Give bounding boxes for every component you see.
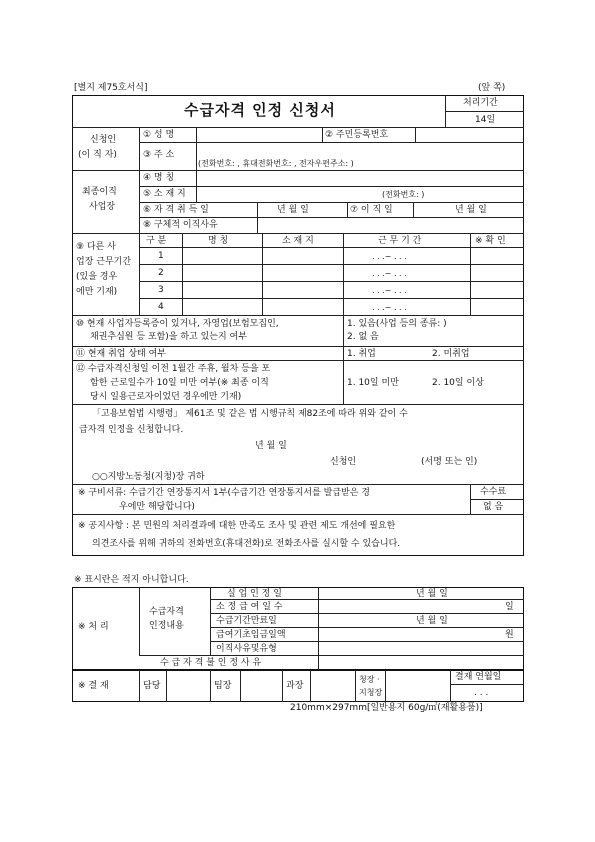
- q12-line2: 함한 근로일수가 10일 미만 여부(※ 최종 이직: [90, 378, 269, 388]
- approval-date-value: . . .: [474, 688, 489, 698]
- q10-answer-yes: 1. 있음(사업 등의 종류: ): [347, 319, 447, 329]
- addressee: ○○지방노동청(지청)장 귀하: [92, 472, 205, 482]
- col-confirm: ※ 확 인: [475, 236, 506, 246]
- eligibility-group-2: 인정내용: [149, 621, 184, 631]
- unemployment-date-label: 실 업 인 정 일: [227, 589, 282, 599]
- q10-line1: ⑩ 현재 사업자등록증이 있거나, 자영업(보험모집인,: [76, 319, 279, 329]
- form-title: 수급자격 인정 신청서: [184, 101, 336, 119]
- other-work-label-1: ⑨ 다른 사: [76, 242, 116, 252]
- approval-section-chief: 과장: [286, 681, 304, 691]
- form-number: [별지 제75호서식]: [74, 83, 148, 93]
- period-placeholder: . . .~ . . .: [372, 303, 407, 312]
- col-location: 소 재 지: [282, 236, 314, 246]
- acquisition-date-value: 년 월 일: [277, 205, 309, 215]
- daily-wage-unit: 원: [505, 630, 514, 640]
- col-division: 구 분: [146, 236, 167, 246]
- separation-type-label: 이직사유및유형: [216, 644, 277, 654]
- benefit-days-label: 소 정 급 여 일 수: [216, 602, 283, 612]
- separation-reason-label: ⑧ 구체적 이직사유: [143, 220, 218, 230]
- other-work-label-4: 에만 기재): [76, 287, 118, 297]
- company-location-label: ⑤ 소 재 지: [143, 189, 186, 199]
- processing-label: ※ 처 리: [78, 622, 109, 632]
- q12-line3: 당시 일용근로자이었던 경우에만 기재): [90, 392, 242, 402]
- applicant-section-label: 신청인: [90, 135, 117, 145]
- row-number: 4: [158, 302, 164, 312]
- rrn-label: ② 주민등록번호: [325, 130, 389, 140]
- processing-period-value: 14일: [475, 115, 496, 125]
- disqualification-reason-label: 수 급 자 격 불 인 정 사 유: [160, 658, 262, 668]
- company-phone-line: (전화번호: ): [382, 190, 425, 199]
- approval-director-a: 청장 ·: [359, 675, 380, 684]
- notice-line2: 의견조사를 위해 귀하의 전화번호(휴대전화)로 전화조사를 실시할 수 있습니다.: [92, 539, 401, 549]
- eligibility-group-1: 수급자격: [149, 607, 184, 617]
- q11-unemployed: 2. 미취업: [432, 349, 470, 359]
- row-number: 3: [158, 285, 164, 295]
- paper-spec: 210mm×297mm[일반용지 60g/㎡(재활용품)]: [290, 703, 483, 713]
- employer-section-label: 최종이직: [82, 187, 117, 197]
- applicant-section-sub: (이 직 자): [78, 150, 117, 160]
- applicant-label: 신청인: [330, 457, 357, 467]
- expiry-date-value: 년 월 일: [416, 616, 448, 626]
- approval-staff: 담당: [143, 681, 161, 691]
- fee-label: 수수료: [480, 487, 507, 497]
- declaration-line2: 급자격 인정을 신청합니다.: [79, 425, 184, 435]
- required-docs-line2: 우에만 해당합니다): [119, 502, 195, 512]
- period-placeholder: . . .~ . . .: [372, 286, 407, 295]
- required-docs-line1: ※ 구비서류: 수급기간 연장통지서 1부(수급기간 연장통지서를 발급받은 경: [78, 488, 370, 498]
- q12-over-10: 2. 10일 이상: [432, 378, 484, 388]
- applicant-contact-line: (전화번호: , 휴대전화번호: , 전자우편주소: ): [198, 159, 354, 168]
- row-number: 2: [158, 268, 164, 278]
- approval-team-lead: 팀장: [214, 681, 232, 691]
- fee-value: 없 음: [483, 502, 504, 512]
- q12-under-10: 1. 10일 미만: [347, 378, 399, 388]
- q10-answer-no: 2. 없 음: [347, 332, 379, 342]
- declaration-date: 년 월 일: [255, 441, 287, 451]
- q11-label: ⑪ 현재 취업 상태 여부: [76, 349, 166, 359]
- separation-date-label: ⑦ 이 직 일: [350, 205, 393, 215]
- processing-period-label: 처리기간: [463, 98, 498, 108]
- declaration-line1: 「고용보험법 시행령」 제61조 및 같은 법 시행규칙 제82조에 따라 위와 같이 수: [92, 409, 408, 419]
- row-number: 1: [158, 251, 164, 261]
- col-name: 명 칭: [208, 236, 229, 246]
- period-placeholder: . . .~ . . .: [372, 252, 407, 261]
- expiry-date-label: 수급기간만료일: [216, 616, 277, 626]
- notice-line1: ※ 공지사항 : 본 민원의 처리결과에 대한 만족도 조사 및 관련 제도 개선에 필요한: [78, 521, 396, 531]
- page-side: (앞 쪽): [478, 83, 506, 93]
- approval-director-b: 지청장: [359, 688, 383, 697]
- other-work-label-2: 업장 근무기간: [76, 257, 132, 267]
- other-work-label-3: (있을 경우: [76, 272, 118, 282]
- q12-line1: ⑫ 수급자격신청일 이전 1월간 주휴, 월차 등을 포: [76, 364, 271, 374]
- q11-employed: 1. 취업: [347, 349, 376, 359]
- office-use-note: ※ 표시란은 적지 아니합니다.: [74, 575, 189, 585]
- signature-field: (서명 또는 인): [421, 457, 478, 467]
- acquisition-date-label: ⑥ 자 격 취 득 일: [143, 205, 209, 215]
- address-label: ③ 주 소: [143, 150, 175, 160]
- daily-wage-label: 급여기초임금일액: [216, 630, 286, 640]
- q10-line2: 채권추심원 등 포함)을 하고 있는지 여부: [90, 332, 247, 342]
- col-period: 근 무 기 간: [378, 236, 422, 246]
- name-label: ① 성 명: [143, 130, 175, 140]
- unemployment-date-value: 년 월 일: [416, 589, 448, 599]
- approval-label: ※ 결 재: [78, 681, 109, 691]
- period-placeholder: . . .~ . . .: [372, 269, 407, 278]
- approval-date-label: 결재 연월일: [455, 672, 502, 682]
- employer-section-sub: 사업장: [89, 202, 116, 212]
- company-name-label: ④ 명 칭: [143, 173, 175, 183]
- separation-date-value: 년 월 일: [455, 205, 487, 215]
- benefit-days-unit: 일: [505, 602, 514, 612]
